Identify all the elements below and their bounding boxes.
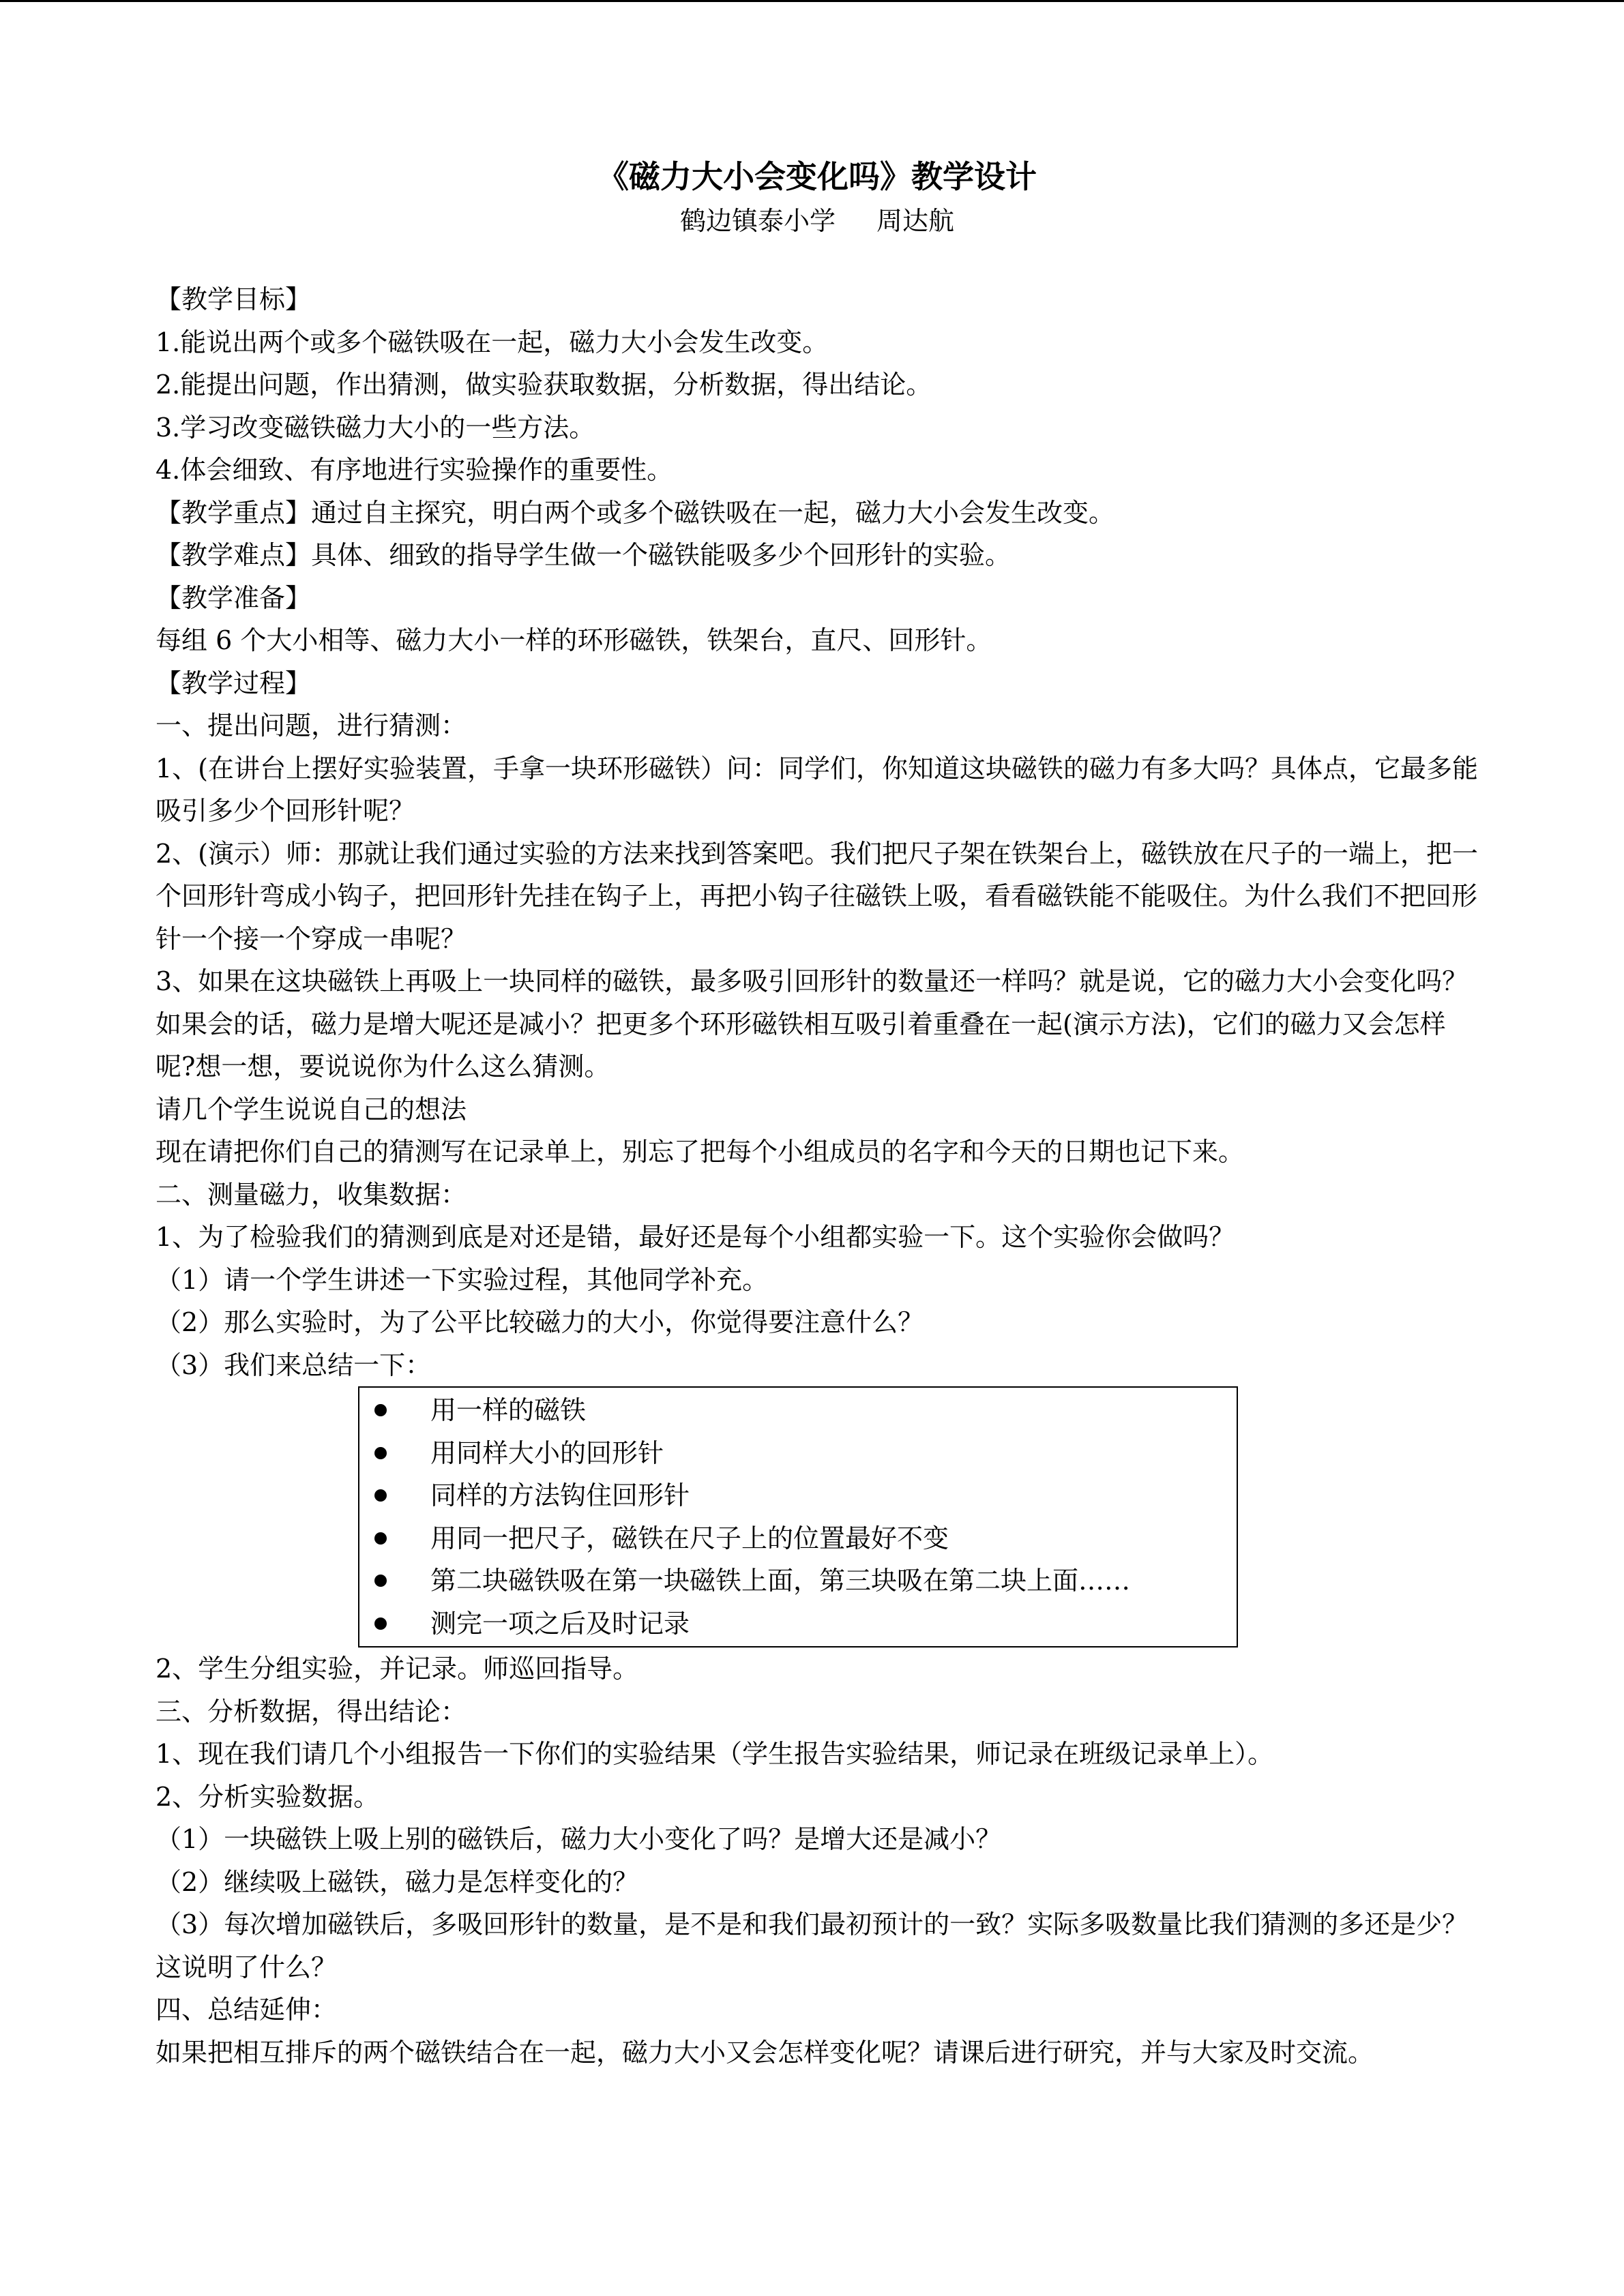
bullet-icon: [374, 1617, 387, 1630]
paragraph-line: （1）一块磁铁上吸上别的磁铁后，磁力大小变化了吗？是增大还是减小？: [156, 1824, 1002, 1854]
paragraph-line: 如果把相互排斥的两个磁铁结合在一起，磁力大小又会怎样变化呢？请课后进行研究，并与大家及时交流。: [156, 2037, 1374, 2068]
summary-item-text: 用同样大小的回形针: [430, 1437, 664, 1468]
summary-item-text: 用同一把尺子，磁铁在尺子上的位置最好不变: [430, 1523, 949, 1553]
summary-item-text: 第二块磁铁吸在第一块磁铁上面，第三块吸在第二块上面……: [430, 1566, 1131, 1596]
paragraph-line: 【教学过程】: [156, 668, 312, 698]
bullet-icon: [374, 1447, 387, 1459]
paragraph-line: 1、现在我们请几个小组报告一下你们的实验结果（学生报告实验结果，师记录在班级记录单上）。: [156, 1739, 1274, 1769]
paragraph-line: 二、测量磁力，收集数据：: [156, 1179, 467, 1210]
paragraph-line: （3）每次增加磁铁后，多吸回形针的数量，是不是和我们最初预计的一致？实际多吸数量比我们猜测的多还是少？这说明了什么？: [156, 1909, 1468, 1982]
content-section-before-box: [156, 278, 1479, 1386]
summary-item-text: 测完一项之后及时记录: [430, 1608, 690, 1639]
author-line: [156, 200, 1479, 242]
bullet-icon: [374, 1575, 387, 1587]
paragraph-line: 2、(演示）师：那就让我们通过实验的方法来找到答案吧。我们把尺子架在铁架台上，磁铁放在尺子的一端上，把一个回形针弯成小钩子，把回形针先挂在钩子上，再把小钩子往磁铁上吸，看看磁铁能不能吸住。为什么我们不把回形针一个接一个穿成一串呢？: [156, 838, 1479, 954]
paragraph-line: 1、为了检验我们的猜测到底是对还是错，最好还是每个小组都实验一下。这个实验你会做吗？: [156, 1222, 1235, 1252]
paragraph-line: 2.能提出问题，作出猜测，做实验获取数据，分析数据，得出结论。: [156, 370, 932, 400]
summary-list-item: [359, 1517, 1237, 1560]
document-body: [156, 278, 1479, 2074]
paragraph-line: 3.学习改变磁铁磁力大小的一些方法。: [156, 412, 595, 443]
bullet-icon: [374, 1489, 387, 1502]
paragraph-line: 1、(在讲台上摆好实验装置，手拿一块环形磁铁）问：同学们，你知道这块磁铁的磁力有多大吗？具体点，它最多能吸引多少个回形针呢？: [156, 753, 1479, 826]
summary-list-item: [359, 1432, 1237, 1475]
author-school: 鹤边镇泰小学: [679, 206, 836, 236]
paragraph-line: 【教学准备】: [156, 582, 312, 613]
paragraph-line: 4.体会细致、有序地进行实验操作的重要性。: [156, 455, 673, 485]
document-page: [156, 153, 1479, 2074]
content-section-after-box: [156, 1648, 1479, 2074]
paragraph-line: 【教学目标】: [156, 284, 312, 314]
paragraph-line: 1.能说出两个或多个磁铁吸在一起，磁力大小会发生改变。: [156, 327, 829, 357]
summary-item-text: 同样的方法钩住回形针: [430, 1480, 690, 1510]
document-title: 《磁力大小会变化吗》教学设计: [597, 158, 1037, 195]
paragraph-line: 请几个学生说说自己的想法: [156, 1094, 467, 1124]
paragraph-line: （1）请一个学生讲述一下实验过程，其他同学补充。: [156, 1264, 769, 1295]
author-name: 周达航: [876, 206, 955, 236]
paragraph-line: 现在请把你们自己的猜测写在记录单上，别忘了把每个小组成员的名字和今天的日期也记下来。: [156, 1137, 1245, 1167]
paragraph-line: （2）那么实验时，为了公平比较磁力的大小，你觉得要注意什么？: [156, 1307, 924, 1337]
summary-list-item: [359, 1474, 1237, 1517]
paragraph-line: 3、如果在这块磁铁上再吸上一块同样的磁铁，最多吸引回形针的数量还一样吗？就是说，它的磁力大小会变化吗？如果会的话，磁力是增大呢还是减小？把更多个环形磁铁相互吸引着重叠在一起(演示方法)，它们的磁力又会怎样呢?想一想，要说说你为什么这么猜测。: [156, 966, 1468, 1082]
summary-item-text: 用一样的磁铁: [430, 1395, 587, 1425]
paragraph-line: 2、分析实验数据。: [156, 1781, 380, 1812]
summary-list-item: [359, 1602, 1237, 1645]
summary-list: [359, 1389, 1237, 1645]
paragraph-line: 2、学生分组实验，并记录。师巡回指导。: [156, 1654, 639, 1684]
summary-box: [358, 1386, 1238, 1648]
paragraph-line: （2）继续吸上磁铁，磁力是怎样变化的？: [156, 1866, 639, 1897]
paragraph-line: （3）我们来总结一下：: [156, 1350, 432, 1380]
bullet-icon: [374, 1532, 387, 1545]
paragraph-line: 四、总结延伸：: [156, 1995, 338, 2025]
paragraph-line: 【教学难点】具体、细致的指导学生做一个磁铁能吸多少个回形针的实验。: [156, 540, 1012, 570]
summary-list-item: [359, 1560, 1237, 1602]
summary-list-item: [359, 1389, 1237, 1432]
bullet-icon: [374, 1404, 387, 1416]
paragraph-line: 【教学重点】通过自主探究，明白两个或多个磁铁吸在一起，磁力大小会发生改变。: [156, 497, 1115, 528]
paragraph-line: 一、提出问题，进行猜测：: [156, 711, 467, 741]
paragraph-line: 每组 6 个大小相等、磁力大小一样的环形磁铁，铁架台，直尺、回形针。: [156, 625, 992, 655]
top-border-rule: [0, 0, 1624, 2]
paragraph-line: 三、分析数据，得出结论：: [156, 1696, 467, 1727]
